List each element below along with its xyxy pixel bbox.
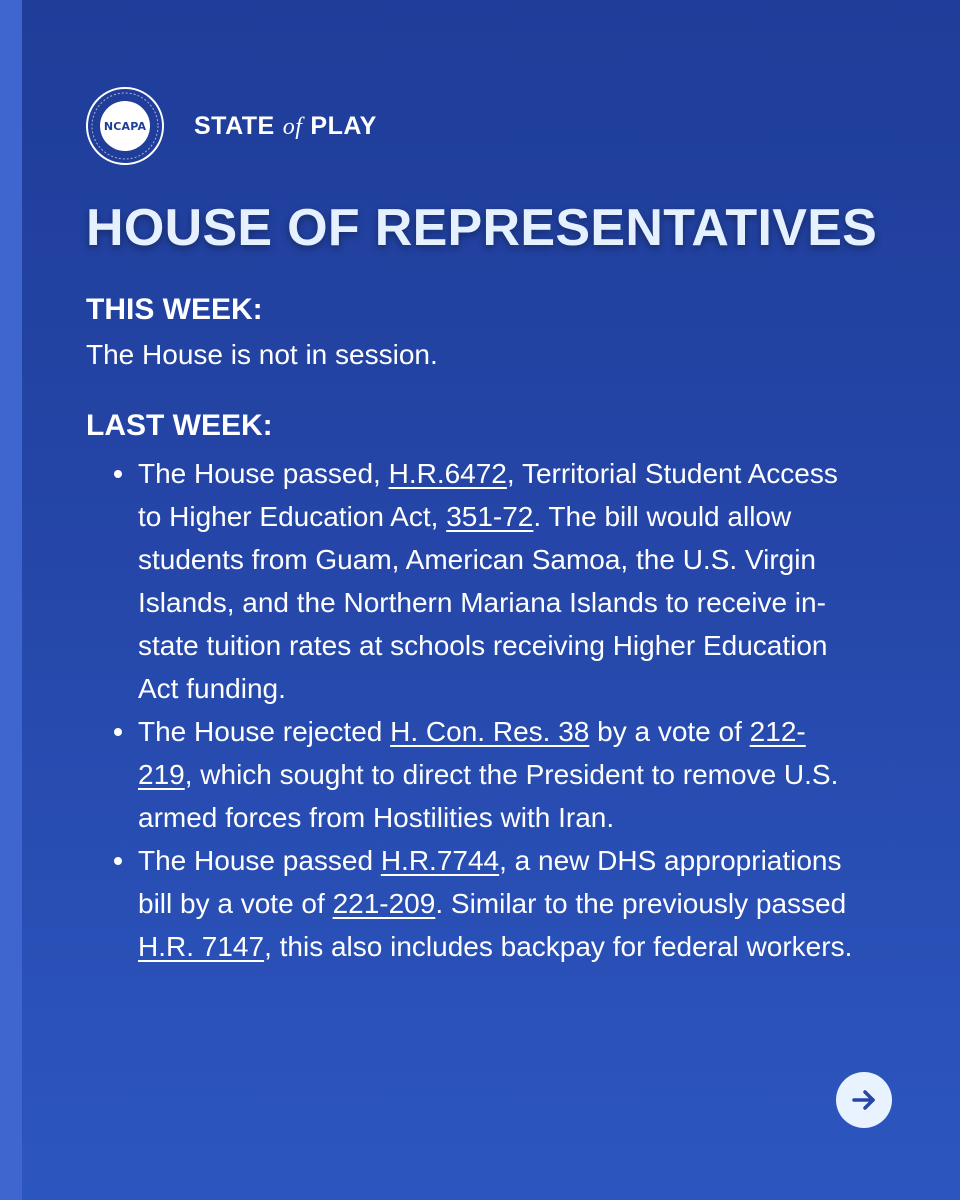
item-text: . Similar to the previously passed bbox=[435, 888, 847, 919]
item-text: , which sought to direct the President to remove U.S. armed forces from Hostilities with Iran. bbox=[138, 759, 839, 833]
item-text: The House passed bbox=[138, 845, 381, 876]
bill-link[interactable]: H.R.7744 bbox=[380, 845, 500, 876]
vote-link[interactable]: 351-72 bbox=[446, 501, 534, 532]
bill-link[interactable]: H. Con. Res. 38 bbox=[390, 716, 590, 747]
item-text: by a vote of bbox=[589, 716, 750, 747]
logo-text: NCAPA bbox=[103, 119, 147, 133]
left-accent-stripe bbox=[0, 0, 22, 1200]
item-text: , a new DHS appropriations bill by a vote of bbox=[138, 845, 842, 919]
list-item bbox=[138, 710, 858, 839]
logo-ring-icon bbox=[88, 89, 162, 163]
header bbox=[86, 86, 377, 166]
page-title: HOUSE OF REPRESENTATIVES bbox=[86, 199, 878, 257]
item-text: . The bill would allow students from Guam, American Samoa, the U.S. Virgin Islands, and the Northern Mariana Islands to receive in-state tuition rates at schools receiving Higher Education Act funding. bbox=[138, 501, 828, 704]
next-slide-button[interactable] bbox=[836, 1072, 892, 1128]
brand-play: PLAY bbox=[310, 111, 377, 140]
item-text: , Territorial Student Access to Higher Education Act, bbox=[138, 458, 838, 532]
last-week-list bbox=[138, 452, 858, 968]
last-week-label: LAST WEEK: bbox=[86, 409, 273, 442]
vote-link[interactable]: 212-219 bbox=[138, 716, 806, 790]
brand-title bbox=[194, 112, 377, 141]
brand-state: STATE bbox=[194, 111, 275, 140]
item-text: The House rejected bbox=[138, 716, 391, 747]
list-item bbox=[138, 452, 858, 710]
this-week-text: The House is not in session. bbox=[86, 339, 438, 370]
arrow-right-icon bbox=[849, 1085, 879, 1115]
list-item bbox=[138, 839, 858, 968]
item-text: , this also includes backpay for federal workers. bbox=[264, 931, 853, 962]
item-text: The House passed, bbox=[138, 458, 389, 489]
bill-link[interactable]: H.R.6472 bbox=[388, 458, 507, 489]
vote-link[interactable]: 221-209 bbox=[332, 888, 436, 919]
brand-of: of bbox=[282, 113, 303, 140]
ncapa-logo bbox=[86, 87, 164, 165]
bill-link[interactable]: H.R. 7147 bbox=[138, 931, 265, 962]
this-week-label: THIS WEEK: bbox=[86, 293, 263, 326]
